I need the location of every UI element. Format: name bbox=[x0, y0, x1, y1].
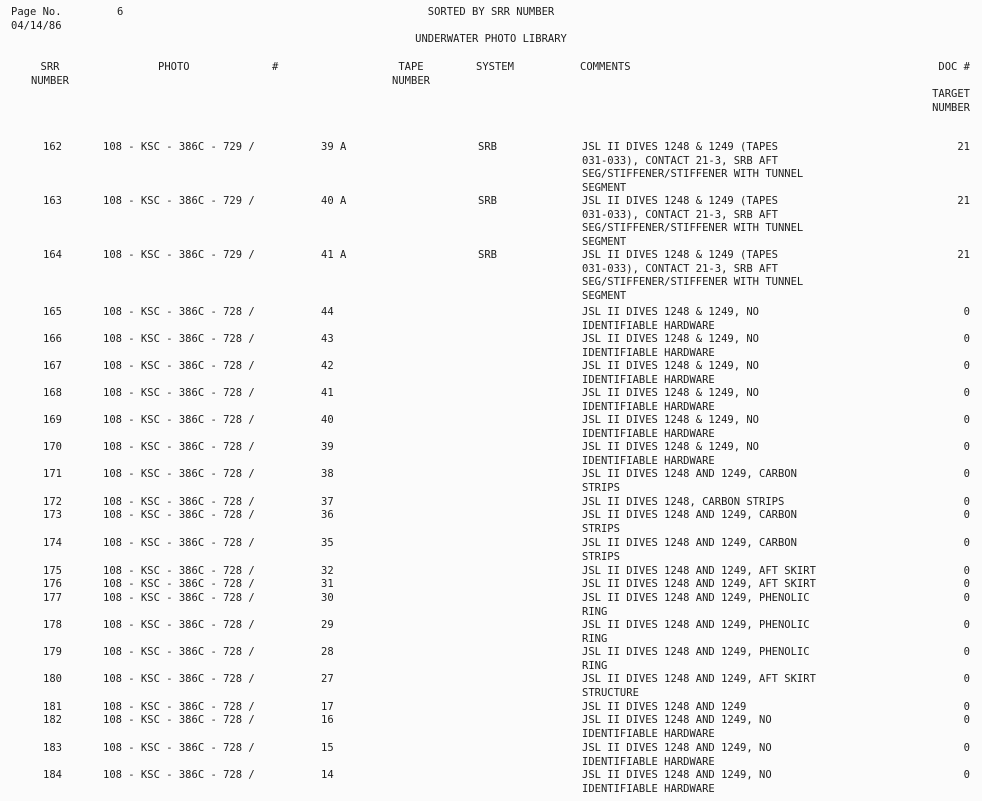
comments: JSL II DIVES 1248 AND 1249, PHENOLIC RING bbox=[582, 592, 810, 618]
report-date: 04/14/86 bbox=[11, 20, 62, 32]
photo-id: 108 - KSC - 386C - 728 / bbox=[103, 592, 255, 604]
photo-id: 108 - KSC - 386C - 728 / bbox=[103, 701, 255, 713]
column-header-tape: TAPE NUMBER bbox=[392, 61, 430, 87]
table-row bbox=[0, 333, 982, 359]
comments: JSL II DIVES 1248 AND 1249, NO IDENTIFIABLE HARDWARE bbox=[582, 714, 772, 740]
target-number: 0 bbox=[963, 565, 970, 577]
comments: JSL II DIVES 1248 AND 1249, AFT SKIRT STRUCTURE bbox=[582, 673, 816, 699]
photo-number: 42 bbox=[321, 360, 334, 372]
photo-id: 108 - KSC - 386C - 728 / bbox=[103, 414, 255, 426]
srr-number: 181 bbox=[43, 701, 62, 713]
target-number: 21 bbox=[957, 249, 970, 261]
photo-number: 39 A bbox=[321, 141, 347, 153]
comments: JSL II DIVES 1248 AND 1249 bbox=[582, 701, 747, 713]
column-header-comments: COMMENTS bbox=[580, 61, 631, 73]
comments: JSL II DIVES 1248 AND 1249, AFT SKIRT bbox=[582, 578, 816, 590]
table-row bbox=[0, 592, 982, 618]
table-row bbox=[0, 496, 982, 508]
target-number: 21 bbox=[957, 141, 970, 153]
srr-number: 176 bbox=[43, 578, 62, 590]
photo-id: 108 - KSC - 386C - 728 / bbox=[103, 769, 255, 781]
photo-number: 39 bbox=[321, 441, 334, 453]
photo-id: 108 - KSC - 386C - 728 / bbox=[103, 306, 255, 318]
photo-id: 108 - KSC - 386C - 728 / bbox=[103, 468, 255, 480]
comments: JSL II DIVES 1248 AND 1249, NO IDENTIFIABLE HARDWARE bbox=[582, 769, 772, 795]
photo-id: 108 - KSC - 386C - 728 / bbox=[103, 509, 255, 521]
library-title: UNDERWATER PHOTO LIBRARY bbox=[415, 33, 567, 45]
table-row bbox=[0, 414, 982, 440]
target-number: 0 bbox=[963, 360, 970, 372]
target-number: 0 bbox=[963, 769, 970, 781]
table-row bbox=[0, 673, 982, 699]
system: SRB bbox=[478, 195, 497, 207]
table-row bbox=[0, 646, 982, 672]
target-number: 0 bbox=[963, 701, 970, 713]
srr-number: 172 bbox=[43, 496, 62, 508]
photo-id: 108 - KSC - 386C - 728 / bbox=[103, 496, 255, 508]
photo-id: 108 - KSC - 386C - 728 / bbox=[103, 565, 255, 577]
photo-id: 108 - KSC - 386C - 728 / bbox=[103, 742, 255, 754]
table-row bbox=[0, 387, 982, 413]
target-number: 0 bbox=[963, 333, 970, 345]
srr-number: 170 bbox=[43, 441, 62, 453]
table-row bbox=[0, 619, 982, 645]
photo-id: 108 - KSC - 386C - 728 / bbox=[103, 646, 255, 658]
column-header-system: SYSTEM bbox=[476, 61, 514, 73]
photo-number: 37 bbox=[321, 496, 334, 508]
photo-id: 108 - KSC - 386C - 728 / bbox=[103, 619, 255, 631]
comments: JSL II DIVES 1248 AND 1249, CARBON STRIPS bbox=[582, 537, 797, 563]
photo-number: 32 bbox=[321, 565, 334, 577]
target-number: 0 bbox=[963, 509, 970, 521]
photo-number: 29 bbox=[321, 619, 334, 631]
column-header-photo: PHOTO bbox=[158, 61, 190, 73]
comments: JSL II DIVES 1248 & 1249, NO IDENTIFIABLE HARDWARE bbox=[582, 306, 760, 332]
column-header-srr: SRR NUMBER bbox=[31, 61, 69, 87]
column-header-doc: DOC # bbox=[938, 61, 970, 73]
srr-number: 173 bbox=[43, 509, 62, 521]
photo-id: 108 - KSC - 386C - 728 / bbox=[103, 537, 255, 549]
sort-title: SORTED BY SRR NUMBER bbox=[427, 6, 555, 18]
photo-number: 43 bbox=[321, 333, 334, 345]
comments: JSL II DIVES 1248 & 1249, NO IDENTIFIABLE HARDWARE bbox=[582, 441, 760, 467]
page-number: 6 bbox=[117, 6, 124, 18]
target-number: 0 bbox=[963, 673, 970, 685]
srr-number: 177 bbox=[43, 592, 62, 604]
srr-number: 166 bbox=[43, 333, 62, 345]
comments: JSL II DIVES 1248 & 1249, NO IDENTIFIABLE HARDWARE bbox=[582, 360, 760, 386]
photo-number: 16 bbox=[321, 714, 334, 726]
photo-number: 15 bbox=[321, 742, 334, 754]
comments: JSL II DIVES 1248 & 1249 (TAPES 031-033), CONTACT 21-3, SRB AFT SEG/STIFFENER/STIFFENER WITH TUNNEL SEGMENT bbox=[582, 195, 804, 248]
comments: JSL II DIVES 1248 & 1249 (TAPES 031-033), CONTACT 21-3, SRB AFT SEG/STIFFENER/STIFFENER WITH TUNNEL SEGMENT bbox=[582, 141, 804, 194]
target-number: 0 bbox=[963, 592, 970, 604]
target-number: 0 bbox=[963, 578, 970, 590]
comments: JSL II DIVES 1248 & 1249 (TAPES 031-033), CONTACT 21-3, SRB AFT SEG/STIFFENER/STIFFENER WITH TUNNEL SEGMENT bbox=[582, 249, 804, 302]
photo-number: 36 bbox=[321, 509, 334, 521]
target-number: 0 bbox=[963, 496, 970, 508]
table-row bbox=[0, 141, 982, 194]
photo-number: 31 bbox=[321, 578, 334, 590]
comments: JSL II DIVES 1248 AND 1249, AFT SKIRT bbox=[582, 565, 816, 577]
photo-id: 108 - KSC - 386C - 728 / bbox=[103, 714, 255, 726]
comments: JSL II DIVES 1248, CARBON STRIPS bbox=[582, 496, 785, 508]
srr-number: 164 bbox=[43, 249, 62, 261]
srr-number: 175 bbox=[43, 565, 62, 577]
srr-number: 180 bbox=[43, 673, 62, 685]
photo-id: 108 - KSC - 386C - 728 / bbox=[103, 360, 255, 372]
target-number: 0 bbox=[963, 387, 970, 399]
table-row bbox=[0, 537, 982, 563]
photo-number: 41 bbox=[321, 387, 334, 399]
photo-id: 108 - KSC - 386C - 728 / bbox=[103, 441, 255, 453]
table-row bbox=[0, 714, 982, 740]
target-number: 0 bbox=[963, 646, 970, 658]
photo-id: 108 - KSC - 386C - 729 / bbox=[103, 249, 255, 261]
photo-number: 35 bbox=[321, 537, 334, 549]
target-number: 0 bbox=[963, 537, 970, 549]
column-header-number: # bbox=[272, 61, 279, 73]
srr-number: 162 bbox=[43, 141, 62, 153]
table-row bbox=[0, 742, 982, 768]
table-row bbox=[0, 306, 982, 332]
system: SRB bbox=[478, 249, 497, 261]
photo-id: 108 - KSC - 386C - 728 / bbox=[103, 333, 255, 345]
column-header-target: TARGET NUMBER bbox=[932, 88, 970, 114]
photo-id: 108 - KSC - 386C - 728 / bbox=[103, 673, 255, 685]
srr-number: 167 bbox=[43, 360, 62, 372]
srr-number: 174 bbox=[43, 537, 62, 549]
photo-number: 38 bbox=[321, 468, 334, 480]
page-number-label: Page No. bbox=[11, 6, 62, 18]
target-number: 0 bbox=[963, 714, 970, 726]
srr-number: 169 bbox=[43, 414, 62, 426]
srr-number: 163 bbox=[43, 195, 62, 207]
photo-number: 41 A bbox=[321, 249, 347, 261]
photo-number: 30 bbox=[321, 592, 334, 604]
srr-number: 183 bbox=[43, 742, 62, 754]
target-number: 0 bbox=[963, 468, 970, 480]
table-row bbox=[0, 701, 982, 713]
srr-number: 182 bbox=[43, 714, 62, 726]
photo-number: 28 bbox=[321, 646, 334, 658]
photo-id: 108 - KSC - 386C - 728 / bbox=[103, 578, 255, 590]
table-row bbox=[0, 441, 982, 467]
target-number: 0 bbox=[963, 441, 970, 453]
table-row bbox=[0, 769, 982, 795]
target-number: 0 bbox=[963, 414, 970, 426]
srr-number: 168 bbox=[43, 387, 62, 399]
photo-id: 108 - KSC - 386C - 729 / bbox=[103, 195, 255, 207]
target-number: 0 bbox=[963, 742, 970, 754]
table-row bbox=[0, 578, 982, 590]
table-row bbox=[0, 565, 982, 577]
photo-number: 14 bbox=[321, 769, 334, 781]
photo-number: 44 bbox=[321, 306, 334, 318]
photo-id: 108 - KSC - 386C - 728 / bbox=[103, 387, 255, 399]
table-row bbox=[0, 360, 982, 386]
photo-id: 108 - KSC - 386C - 729 / bbox=[103, 141, 255, 153]
comments: JSL II DIVES 1248 AND 1249, NO IDENTIFIABLE HARDWARE bbox=[582, 742, 772, 768]
table-row bbox=[0, 468, 982, 494]
target-number: 0 bbox=[963, 619, 970, 631]
target-number: 0 bbox=[963, 306, 970, 318]
srr-number: 178 bbox=[43, 619, 62, 631]
table-row bbox=[0, 509, 982, 535]
comments: JSL II DIVES 1248 & 1249, NO IDENTIFIABLE HARDWARE bbox=[582, 333, 760, 359]
comments: JSL II DIVES 1248 AND 1249, CARBON STRIPS bbox=[582, 468, 797, 494]
photo-number: 27 bbox=[321, 673, 334, 685]
comments: JSL II DIVES 1248 AND 1249, CARBON STRIPS bbox=[582, 509, 797, 535]
photo-number: 40 A bbox=[321, 195, 347, 207]
comments: JSL II DIVES 1248 & 1249, NO IDENTIFIABLE HARDWARE bbox=[582, 387, 760, 413]
comments: JSL II DIVES 1248 AND 1249, PHENOLIC RING bbox=[582, 646, 810, 672]
table-row bbox=[0, 249, 982, 302]
photo-number: 40 bbox=[321, 414, 334, 426]
srr-number: 179 bbox=[43, 646, 62, 658]
photo-number: 17 bbox=[321, 701, 334, 713]
system: SRB bbox=[478, 141, 497, 153]
table-row bbox=[0, 195, 982, 248]
comments: JSL II DIVES 1248 AND 1249, PHENOLIC RING bbox=[582, 619, 810, 645]
srr-number: 165 bbox=[43, 306, 62, 318]
target-number: 21 bbox=[957, 195, 970, 207]
srr-number: 184 bbox=[43, 769, 62, 781]
comments: JSL II DIVES 1248 & 1249, NO IDENTIFIABLE HARDWARE bbox=[582, 414, 760, 440]
srr-number: 171 bbox=[43, 468, 62, 480]
